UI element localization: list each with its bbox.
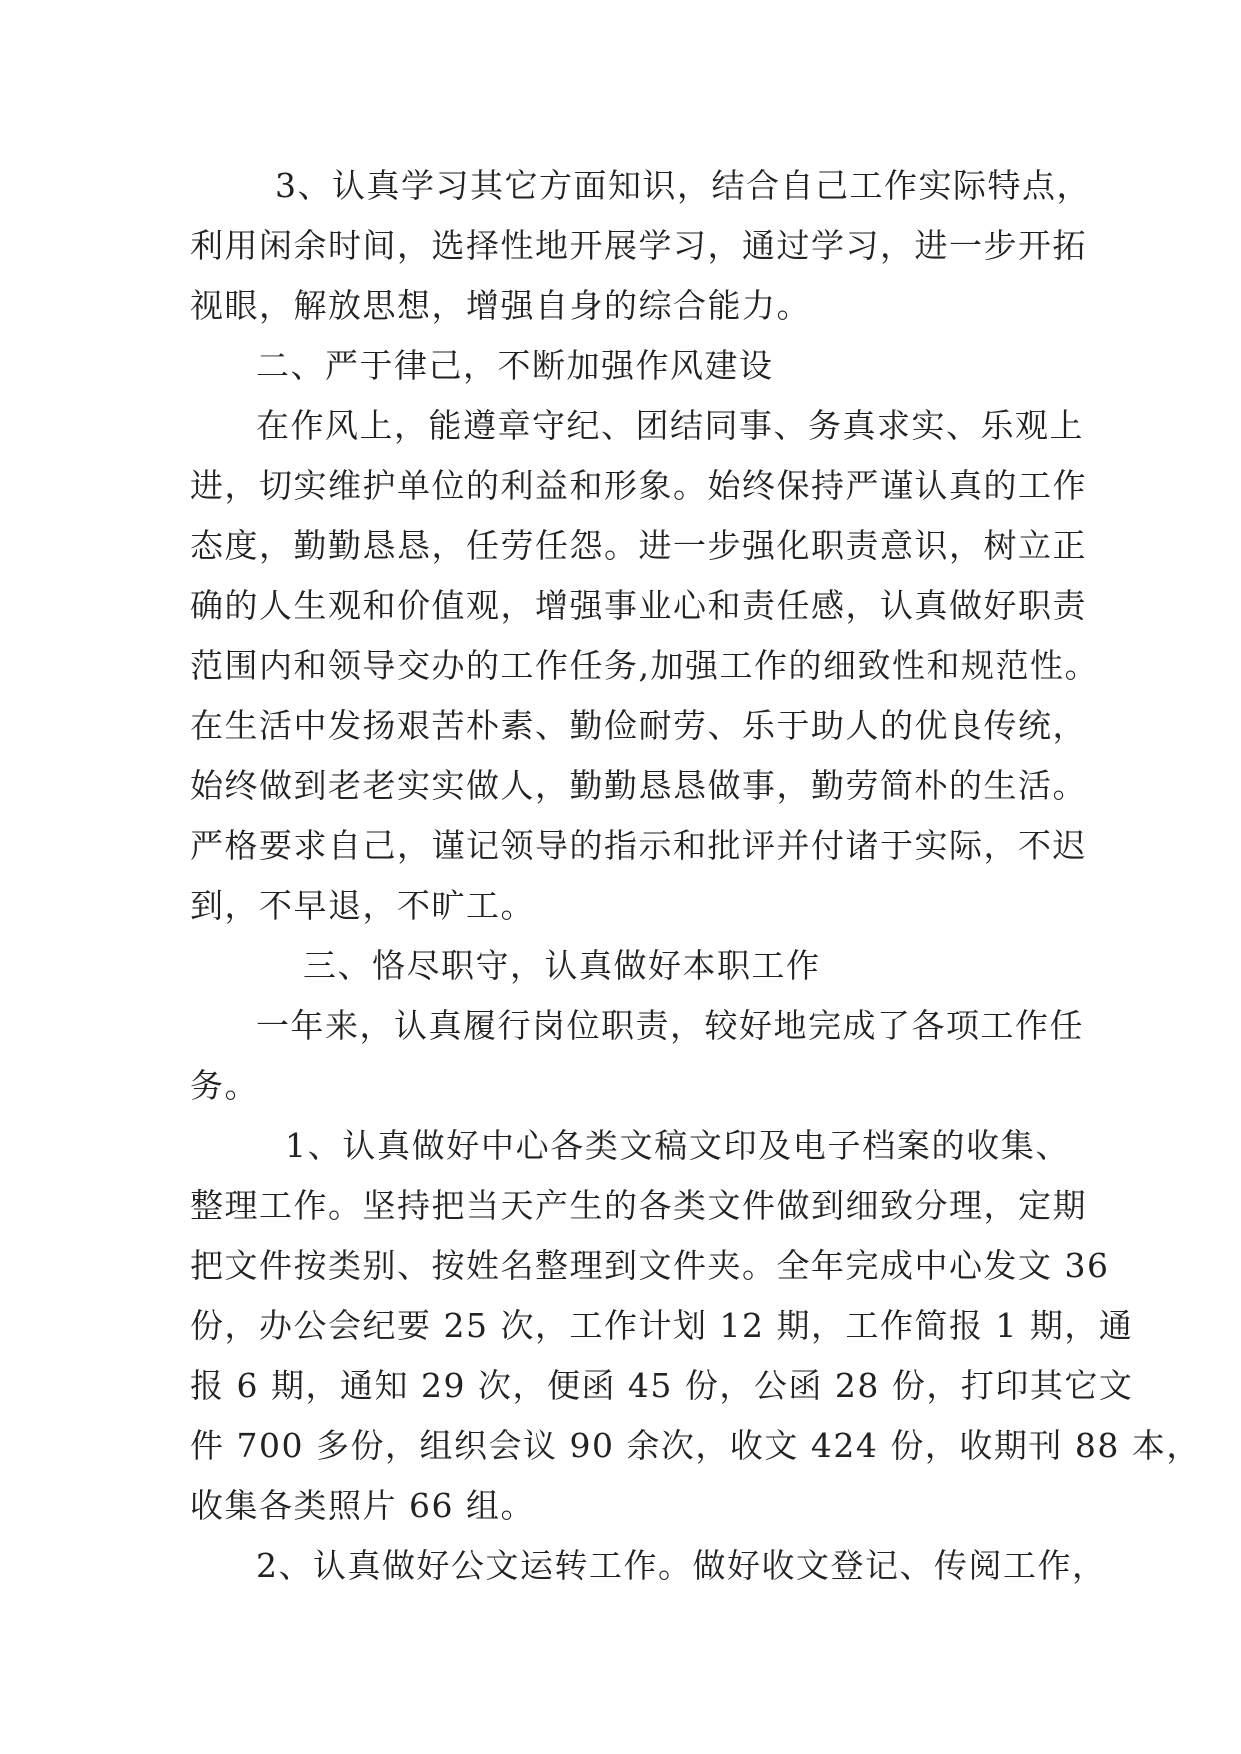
text-line: 份，办公会纪要 25 次，工作计划 12 期，工作简报 1 期，通 xyxy=(190,1306,1134,1345)
text-line: 态度，勤勤恳恳，任劳任怨。进一步强化职责意识，树立正 xyxy=(190,526,1087,565)
text-line: 视眼，解放思想，增强自身的综合能力。 xyxy=(190,286,811,325)
text-line: 3、认真学习其它方面知识，结合自己工作实际特点， xyxy=(275,166,1091,205)
text-line: 范围内和领导交办的工作任务,加强工作的细致性和规范性。 xyxy=(190,646,1099,685)
text-line: 整理工作。坚持把当天产生的各类文件做到细致分理，定期 xyxy=(190,1186,1087,1225)
text-line: 2、认真做好公文运转工作。做好收文登记、传阅工作， xyxy=(256,1546,1107,1585)
text-line: 确的人生观和价值观，增强事业心和责任感，认真做好职责 xyxy=(190,586,1087,625)
text-line: 务。 xyxy=(190,1066,259,1105)
section-heading: 二、严于律己，不断加强作风建设 xyxy=(256,346,774,385)
section-heading: 三、恪尽职守，认真做好本职工作 xyxy=(303,946,821,985)
text-line: 收集各类照片 66 组。 xyxy=(190,1486,535,1525)
text-line: 报 6 期，通知 29 次，便函 45 份，公函 28 份，打印其它文 xyxy=(190,1366,1134,1405)
text-line: 把文件按类别、按姓名整理到文件夹。全年完成中心发文 36 xyxy=(190,1246,1110,1285)
text-line: 件 700 多份，组织会议 90 余次，收文 424 份，收期刊 88 本， xyxy=(190,1426,1201,1465)
text-line: 进，切实维护单位的利益和形象。始终保持严谨认真的工作 xyxy=(190,466,1087,505)
text-line: 在作风上，能遵章守纪、团结同事、务真求实、乐观上 xyxy=(256,406,1084,445)
text-line: 利用闲余时间，选择性地开展学习，通过学习，进一步开拓 xyxy=(190,226,1087,265)
text-line: 一年来，认真履行岗位职责，较好地完成了各项工作任 xyxy=(256,1006,1084,1045)
text-line: 到，不早退，不旷工。 xyxy=(190,886,535,925)
text-line: 1、认真做好中心各类文稿文印及电子档案的收集、 xyxy=(285,1126,1070,1165)
text-line: 在生活中发扬艰苦朴素、勤俭耐劳、乐于助人的优良传统， xyxy=(190,706,1087,745)
text-line: 始终做到老老实实做人，勤勤恳恳做事，勤劳简朴的生活。 xyxy=(190,766,1087,805)
text-line: 严格要求自己，谨记领导的指示和批评并付诸于实际，不迟 xyxy=(190,826,1087,865)
